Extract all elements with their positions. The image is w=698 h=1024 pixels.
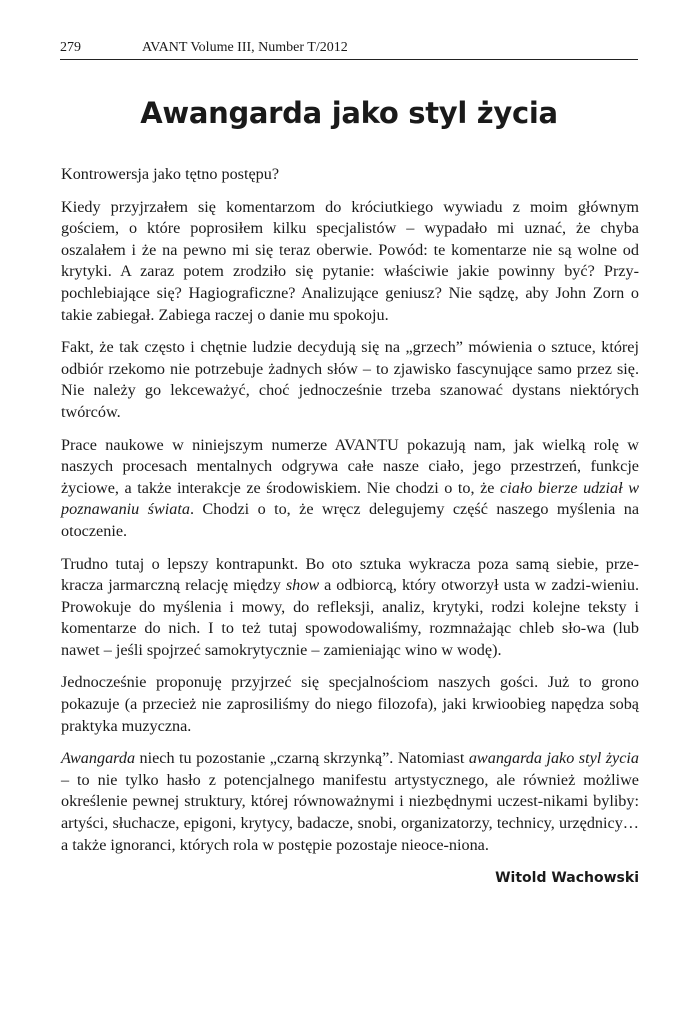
page-number: 279: [60, 40, 81, 55]
paragraph-text: – to nie tylko hasło z potencjalnego manifestu artystycznego, ale również możliwe określenie pewnej struktury, której równoważnymi i niezbędnymi uczest-nikami byliby: artyści, słuchacze, epigoni, krytycy, badacze, snobi, organizatorzy, technicy, urzędnicy… a także ignoranci, których rola w postępie pozostaje nieoce-niona.: [61, 770, 639, 854]
journal-info: AVANT Volume III, Number T/2012: [142, 40, 348, 55]
paragraph: Jednocześnie proponuję przyjrzeć się specjalnościom naszych gości. Już to grono pokazuje (a przecież nie zaprosiliśmy do niego filozofa), jaki krwioobieg napędza sobą praktyka muzyczna.: [61, 673, 639, 735]
paragraph: Fakt, że tak często i chętnie ludzie decydują się na „grzech” mówienia o sztuce, której odbiór rzekomo nie potrzebuje żadnych słów – to zjawisko fascynujące samo przez się. Nie należy go lekceważyć, choć jednocześnie trzeba szanować dystans niektórych twórców.: [61, 338, 639, 421]
paragraph-text: . Chodzi o to, że wręcz delegujemy część naszego myślenia na otoczenie.: [61, 500, 639, 540]
emphasis-text: Awangarda: [61, 749, 136, 768]
paragraph-text: Trudno tutaj o lepszy kontrapunkt. Bo oto sztuka wykracza poza samą siebie, prze-kracza jarmarczną relację między: [61, 554, 639, 595]
author-signature: Witold Wachowski: [495, 870, 639, 887]
paragraph: [61, 554, 639, 662]
paragraph: Kiedy przyjrzałem się komentarzom do króciutkiego wywiadu z moim głównym gościem, o które poprosiłem kilku specjalistów – wypadało mi uznać, że chyba oszalałem i że na pewno mi się teraz oberwie. Powód: te komentarze nie są wolne od krytyki. A zaraz potem zrodziło się pytanie: właściwie jakie powinny być? Przy-pochlebiające się? Hagiograficzne? Analizujące geniusz? Nie sądzę, aby John Zorn o takie zabiegał. Zabiega raczej o danie mu spokoju.: [61, 197, 639, 324]
paragraph-text: Prace naukowe w niniejszym numerze AVANTU pokazują nam, jak wielką rolę w naszych procesach mentalnych odgrywa całe nasze ciało, jego przestrzeń, funkcje życiowe, a także interakcje ze środowiskiem. Nie chodzi o to, że: [61, 435, 639, 497]
running-header: [60, 38, 638, 60]
emphasis-text: show: [285, 576, 320, 595]
paragraph-text: niech tu pozostanie „czarną skrzynką”. Natomiast: [135, 749, 469, 768]
emphasis-text: ciało bierze udział w poznawaniu świata: [61, 478, 639, 519]
paragraph: [61, 748, 639, 856]
paragraph-text: a odbiorcą, który otworzył usta w zadzi-wieniu. Prowokuje do myślenia i mowy, do refleksji, analiz, krytyki, rodzi kolejne teksty i komentarze do nich. I to też tutaj spowodowaliśmy, rozmnażając chleb sło-wa (lub nawet – jeśli spojrzeć samokrytycznie – zamieniając wino w wodę).: [61, 576, 639, 659]
emphasis-text: awangarda jako styl życia: [468, 749, 639, 768]
article-title: Awangarda jako styl życia: [140, 96, 558, 130]
paragraph-lead: Kontrowersja jako tętno postępu?: [61, 165, 280, 183]
article-body: [61, 164, 639, 890]
paragraph: [61, 435, 639, 543]
